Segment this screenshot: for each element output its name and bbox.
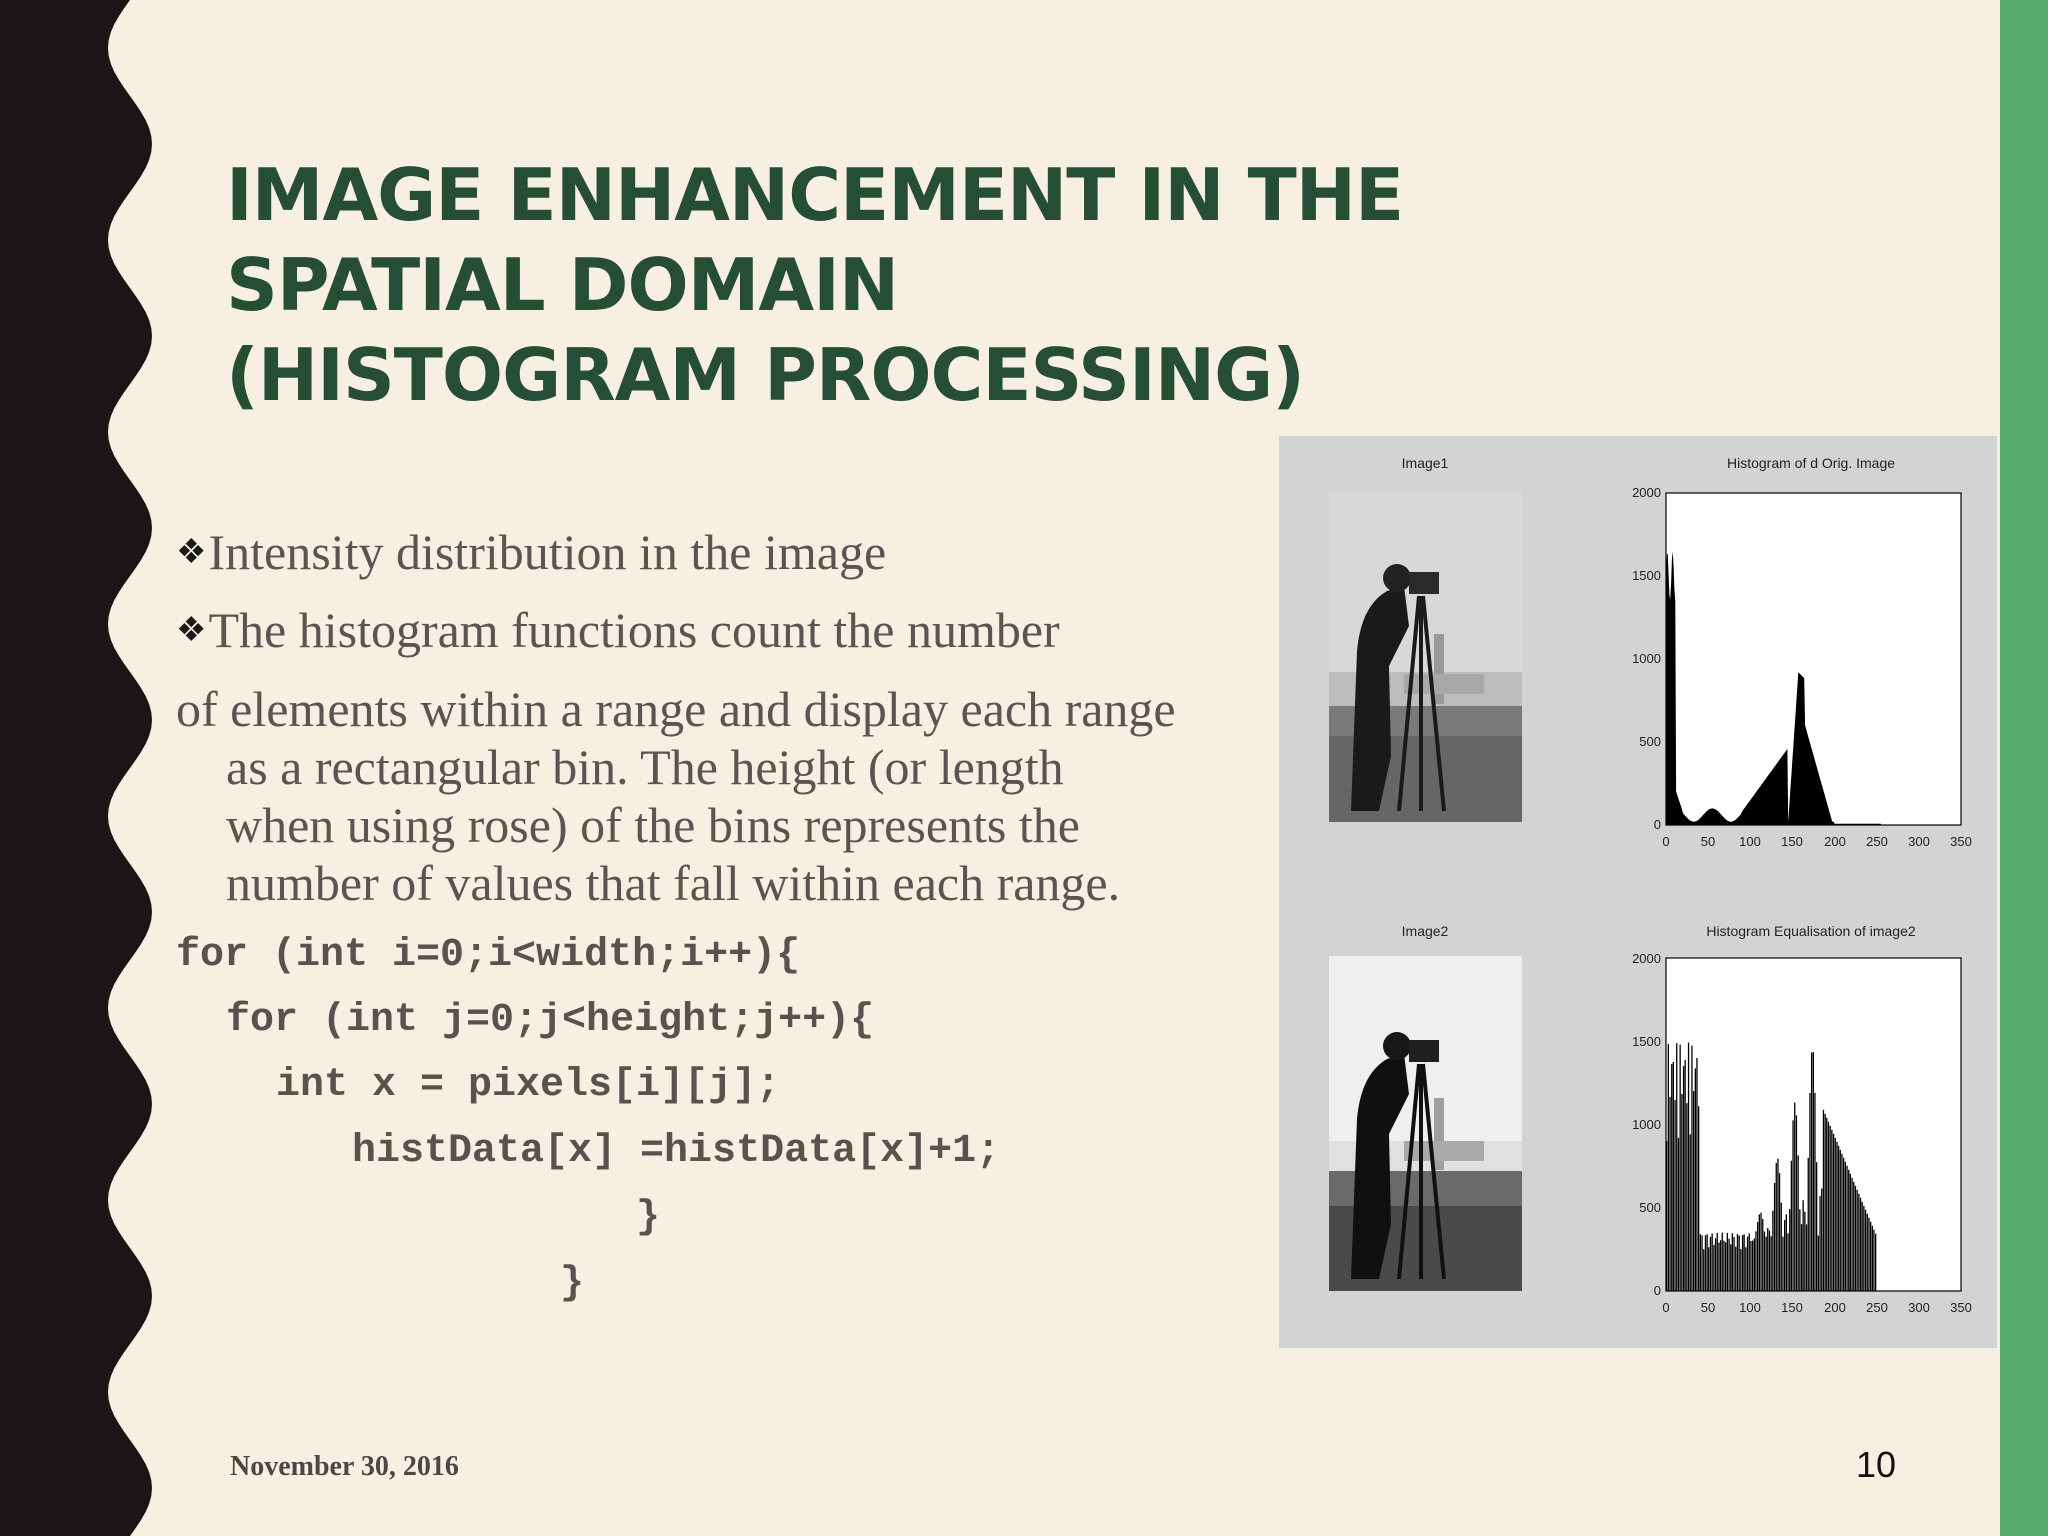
hist1-x-ticks	[1662, 834, 1971, 849]
hist2-bar	[1740, 1249, 1741, 1291]
hist2-bar	[1727, 1233, 1728, 1291]
svg-text:0: 0	[1653, 817, 1661, 832]
hist2-bar	[1840, 1150, 1841, 1291]
hist2-bar	[1766, 1237, 1767, 1291]
svg-text:150: 150	[1781, 1300, 1803, 1315]
hist2-bar	[1816, 1162, 1817, 1291]
hist2-bar	[1848, 1170, 1849, 1291]
hist2-bar	[1757, 1222, 1758, 1291]
code-line-3: int x = pixels[i][j];	[276, 1063, 781, 1108]
svg-text:500: 500	[1639, 734, 1661, 749]
hist2-bar	[1803, 1200, 1804, 1291]
hist2-bar	[1735, 1247, 1736, 1291]
hist2-bar	[1759, 1214, 1760, 1291]
hist2-bar	[1870, 1222, 1871, 1291]
hist2-bar	[1846, 1166, 1847, 1291]
svg-text:0: 0	[1653, 1283, 1661, 1298]
svg-text:2000: 2000	[1632, 485, 1661, 500]
hist2-bar	[1705, 1235, 1706, 1291]
code-line-6: }	[560, 1261, 585, 1306]
hist2-bar	[1700, 1234, 1701, 1291]
hist2-bar	[1755, 1231, 1756, 1291]
hist2-bar	[1668, 1044, 1669, 1291]
hist2-bar	[1673, 1062, 1674, 1291]
svg-text:500: 500	[1639, 1200, 1661, 1215]
hist2-bar	[1814, 1093, 1815, 1291]
hist2-bar	[1796, 1115, 1797, 1291]
hist2-bar	[1858, 1194, 1859, 1291]
hist2-bar	[1845, 1162, 1846, 1291]
hist2-bar	[1703, 1249, 1704, 1291]
paragraph-line-3: when using rose) of the bins represents the	[226, 797, 1080, 853]
hist2-bar	[1683, 1066, 1684, 1291]
image2-photo	[1329, 956, 1522, 1291]
hist1-title: Histogram of d Orig. Image	[1726, 455, 1896, 471]
svg-text:100: 100	[1739, 834, 1761, 849]
hist2-bar	[1680, 1045, 1681, 1291]
paragraph-line-2: as a rectangular bin. The height (or length	[226, 739, 1064, 795]
hist2-bar	[1707, 1234, 1708, 1291]
hist2-bar	[1688, 1043, 1689, 1291]
hist2-bar	[1853, 1182, 1854, 1291]
hist2-bar	[1762, 1219, 1763, 1291]
hist2-bar	[1851, 1178, 1852, 1291]
hist2-bar	[1819, 1196, 1820, 1291]
hist2-bar	[1855, 1186, 1856, 1291]
hist2-bar	[1868, 1218, 1869, 1291]
svg-text:350: 350	[1950, 834, 1972, 849]
bullet-item-2	[176, 600, 1060, 667]
title-line-3: (HISTOGRAM PROCESSING)	[226, 333, 1305, 417]
svg-text:1500: 1500	[1632, 568, 1661, 583]
hist2-bar	[1754, 1239, 1755, 1292]
hist2-bar	[1831, 1130, 1832, 1291]
hist2-bar	[1781, 1203, 1782, 1291]
hist2-bar	[1708, 1247, 1709, 1291]
hist2-bar	[1782, 1237, 1783, 1291]
hist2-bar	[1749, 1234, 1750, 1292]
hist2-bar	[1681, 1094, 1682, 1291]
svg-text:50: 50	[1700, 1300, 1716, 1315]
hist2-bar	[1737, 1234, 1738, 1291]
svg-text:1000: 1000	[1632, 1117, 1661, 1132]
hist2-y-ticks	[1632, 951, 1661, 1298]
hist2-bar	[1836, 1142, 1837, 1291]
hist2-bar	[1690, 1134, 1691, 1291]
svg-text:200: 200	[1824, 834, 1846, 849]
hist2-bar	[1811, 1053, 1812, 1291]
hist2-bar	[1676, 1043, 1677, 1291]
hist2-bar	[1747, 1237, 1748, 1291]
hist2-bar	[1862, 1202, 1863, 1291]
hist2-bar	[1674, 1100, 1675, 1291]
hist2-bar	[1798, 1155, 1799, 1291]
hist2-bar	[1843, 1158, 1844, 1291]
svg-text:250: 250	[1866, 834, 1888, 849]
hist2-bar	[1779, 1173, 1780, 1291]
hist2-bar	[1784, 1220, 1785, 1291]
hist2-bar	[1698, 1106, 1699, 1291]
code-line-4: histData[x] =histData[x]+1;	[352, 1129, 1001, 1174]
image2-title: Image2	[1401, 923, 1449, 939]
hist2-bar	[1691, 1046, 1692, 1291]
hist2-bar	[1713, 1245, 1714, 1291]
svg-text:1000: 1000	[1632, 651, 1661, 666]
figure-canvas	[1279, 436, 1997, 1348]
hist2-bar	[1787, 1233, 1788, 1291]
hist2-bar	[1823, 1110, 1824, 1291]
hist2-bar	[1696, 1058, 1697, 1291]
hist2-bar	[1830, 1126, 1831, 1291]
svg-text:150: 150	[1781, 834, 1803, 849]
code-line-1: for (int i=0;i<width;i++){	[176, 933, 801, 978]
hist2-bar	[1678, 1138, 1679, 1291]
bullet-diamond-icon: ❖	[176, 612, 207, 649]
bullet-diamond-icon: ❖	[176, 534, 207, 571]
hist2-bar	[1695, 1068, 1696, 1291]
bullet-item-1	[176, 522, 886, 589]
hist2-bar	[1786, 1214, 1787, 1291]
hist2-bar	[1806, 1224, 1807, 1291]
hist2-bar	[1801, 1224, 1802, 1291]
hist2-bar	[1752, 1241, 1753, 1291]
hist2-bar	[1715, 1238, 1716, 1291]
hist2-bar	[1733, 1237, 1734, 1291]
svg-text:0: 0	[1662, 834, 1670, 849]
hist2-bar	[1841, 1154, 1842, 1291]
hist2-bar	[1686, 1103, 1687, 1291]
hist2-bar	[1685, 1060, 1686, 1291]
left-wave-border	[0, 0, 170, 1536]
hist2-bar	[1720, 1240, 1721, 1291]
svg-text:300: 300	[1908, 1300, 1930, 1315]
image1-photo	[1329, 492, 1522, 822]
hist2-bar	[1804, 1212, 1805, 1291]
hist2-title: Histogram Equalisation of image2	[1706, 923, 1916, 939]
svg-text:300: 300	[1908, 834, 1930, 849]
code-line-5: }	[636, 1195, 661, 1240]
hist2-bar	[1865, 1210, 1866, 1291]
hist2-bar	[1792, 1120, 1793, 1291]
hist2-bar	[1739, 1236, 1740, 1292]
svg-text:250: 250	[1866, 1300, 1888, 1315]
hist2-bar	[1769, 1230, 1770, 1291]
svg-text:350: 350	[1950, 1300, 1972, 1315]
hist2-bar	[1835, 1138, 1836, 1291]
hist2-bar	[1772, 1211, 1773, 1291]
hist2-bar	[1873, 1230, 1874, 1291]
hist2-bar	[1867, 1214, 1868, 1291]
hist2-bar	[1671, 1064, 1672, 1291]
body-paragraph	[176, 680, 1296, 912]
hist2-bar	[1771, 1236, 1772, 1291]
hist2-bar	[1732, 1233, 1733, 1291]
hist2-bar	[1818, 1236, 1819, 1291]
hist2-bar	[1813, 1052, 1814, 1291]
hist2-bar	[1794, 1103, 1795, 1291]
hist2-bar	[1712, 1234, 1713, 1292]
hist2-bar	[1863, 1206, 1864, 1291]
hist2-bar	[1791, 1161, 1792, 1291]
bullet-text-1: Intensity distribution in the image	[208, 524, 887, 580]
hist2-bar	[1776, 1163, 1777, 1291]
hist2-bar	[1669, 1097, 1670, 1291]
image1-title: Image1	[1401, 455, 1449, 471]
hist2-bar	[1850, 1174, 1851, 1291]
hist2-bar	[1777, 1159, 1778, 1291]
hist2-bar	[1750, 1241, 1751, 1291]
svg-text:2000: 2000	[1632, 951, 1661, 966]
hist2-bar	[1745, 1247, 1746, 1291]
page-number: 10	[1856, 1444, 1897, 1485]
right-accent-bar	[2000, 0, 2048, 1536]
hist2-bar	[1875, 1234, 1876, 1291]
footer-date: November 30, 2016	[230, 1451, 459, 1482]
histogram-figure	[1279, 436, 1997, 1348]
hist2-bar	[1826, 1118, 1827, 1291]
code-line-2: for (int j=0;j<height;j++){	[226, 998, 875, 1043]
svg-text:1500: 1500	[1632, 1034, 1661, 1049]
hist2-bar	[1825, 1114, 1826, 1291]
hist2-bar	[1872, 1226, 1873, 1291]
hist2-bar	[1728, 1239, 1729, 1291]
slide-title	[226, 150, 1426, 420]
svg-text:0: 0	[1662, 1300, 1670, 1315]
hist2-bar	[1725, 1242, 1726, 1291]
hist1-y-ticks	[1632, 485, 1661, 832]
hist2-bar	[1828, 1122, 1829, 1291]
hist2-bar	[1742, 1235, 1743, 1291]
hist2-bar	[1722, 1233, 1723, 1291]
hist2-bar	[1789, 1209, 1790, 1291]
hist2-bar	[1730, 1244, 1731, 1291]
svg-text:50: 50	[1700, 834, 1716, 849]
svg-text:100: 100	[1739, 1300, 1761, 1315]
hist2-bar	[1774, 1183, 1775, 1291]
hist2-bar	[1860, 1198, 1861, 1291]
hist2-bar	[1744, 1234, 1745, 1291]
hist2-bar	[1760, 1213, 1761, 1291]
hist2-bar	[1764, 1232, 1765, 1292]
paragraph-line-4: number of values that fall within each range.	[226, 855, 1121, 911]
hist2-bar	[1693, 1091, 1694, 1291]
svg-text:200: 200	[1824, 1300, 1846, 1315]
bullet-text-2: The histogram functions count the number	[208, 602, 1060, 658]
hist2-bar	[1838, 1146, 1839, 1291]
hist2-bar	[1666, 1141, 1667, 1291]
hist2-bar	[1821, 1189, 1822, 1292]
hist2-bar	[1701, 1235, 1702, 1291]
hist2-bar	[1718, 1243, 1719, 1291]
hist2-bar	[1809, 1093, 1810, 1291]
title-line-2: SPATIAL DOMAIN	[226, 243, 899, 327]
title-line-1: IMAGE ENHANCEMENT IN THE	[226, 153, 1404, 237]
hist2-bar	[1808, 1158, 1809, 1291]
hist2-bar	[1857, 1190, 1858, 1291]
hist2-bar	[1767, 1228, 1768, 1291]
hist2-bar	[1710, 1237, 1711, 1291]
hist2-bar	[1833, 1134, 1834, 1291]
hist2-bar	[1723, 1241, 1724, 1291]
paragraph-line-1: of elements within a range and display each range	[176, 681, 1176, 737]
hist2-bar	[1799, 1209, 1800, 1291]
hist2-bar	[1717, 1233, 1718, 1291]
hist2-x-ticks	[1662, 1300, 1971, 1315]
